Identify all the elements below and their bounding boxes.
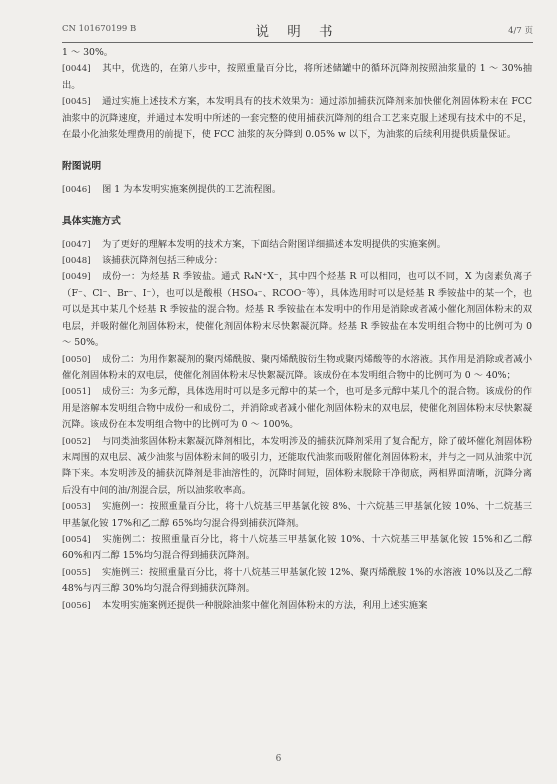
paragraph-number: [0052] — [62, 436, 91, 447]
paragraph-text: 图 1 为本发明实施案例提供的工艺流程图。 — [102, 183, 282, 195]
paragraph-0049 — [62, 269, 532, 351]
paragraph-0050 — [62, 352, 532, 385]
paragraph-number: [0049] — [62, 272, 91, 283]
paragraph-number: [0050] — [62, 354, 91, 365]
paragraph-number: [0044] — [62, 64, 91, 75]
paragraph-text: 通过实施上述技术方案，本发明具有的技术效果为：通过添加捕获沉降剂来加快催化剂固体粉末在 FCC 油浆中的沉降速度，并通过本发明中所述的一套完整的使用捕获沉降剂的组合工艺来克服上述现有技术中的不足，在最小化油浆处理费用的前提下，使 FCC 油浆的灰分降到 0.05% w 以下，为油浆的后续利用提供质量保证。 — [62, 96, 532, 141]
paragraph-text: 成份二：为用作絮凝剂的聚丙烯酰胺、聚丙烯酰胺衍生物或聚丙烯酸等的水溶液。其作用是消除或者减小催化剂固体粉末的双电层，使催化剂固体粉末尽快絮凝沉降。该成份在本发明组合物中的比例可为 0 ～ 40%； — [62, 353, 532, 381]
page-header — [62, 22, 533, 43]
paragraph-text: 实施例三：按照重量百分比，将十八烷基三甲基氯化铵 12%、聚丙烯酰胺 1%的水溶液 10%以及乙二醇 48%与丙三醇 30%均匀混合得到捕获沉降剂。 — [62, 566, 532, 595]
paragraph-number: [0047] — [62, 239, 91, 250]
paragraph-text: 实施例一：按照重量百分比，将十八烷基三甲基氯化铵 8%、十六烷基三甲基氯化铵 10%、十二烷基三甲基氯化铵 17%和乙二醇 65%均匀混合得到捕获沉降剂。 — [62, 501, 532, 529]
paragraph-text: 本发明实施案例还提供一种脱除油浆中催化剂固体粉末的方法，利用上述实施案 — [102, 599, 428, 611]
paragraph-text: 该捕获沉降剂包括三种成分： — [102, 255, 223, 267]
paragraph-number: [0048] — [62, 256, 91, 267]
paragraph-number: [0045] — [62, 97, 91, 108]
paragraph-number: [0051] — [62, 387, 91, 398]
paragraph-text: 其中，优选的，在第八步中，按照重量百分比，将所述储罐中的循环沉降剂按照油浆量的 1 ～ 30%抽出。 — [62, 63, 532, 91]
paragraph-0045 — [62, 94, 532, 143]
paragraph-0053 — [62, 499, 532, 532]
heading-figures: 附图说明 — [62, 161, 102, 173]
paragraph-number: [0053] — [62, 502, 91, 513]
paragraph-text: 实施例二：按照重量百分比，将十八烷基三甲基氯化铵 10%、十六烷基三甲基氯化铵 15%和乙二醇 60%和丙二醇 15%均匀混合得到捕获沉降剂。 — [62, 533, 532, 562]
paragraph-0044 — [62, 61, 532, 94]
paragraph-0056 — [62, 598, 532, 614]
heading-embodiments: 具体实施方式 — [62, 216, 121, 228]
paragraph-text: 为了更好的理解本发明的技术方案，下面结合附图详细描述本发明提供的实施案例。 — [102, 238, 446, 250]
paragraph-0054 — [62, 532, 532, 565]
paragraph-lead: 1 ～ 30%。 — [62, 47, 114, 58]
page-of: 4/7 页 — [508, 26, 533, 36]
paragraph-0046 — [62, 182, 532, 198]
paragraph-0048 — [62, 253, 532, 269]
page-number: 6 — [275, 754, 282, 764]
paragraph-text: 与同类油浆固体粉末絮凝沉降剂相比，本发明涉及的捕获沉降剂采用了复合配方，除了破坏催化剂固体粉末周围的双电层、减少油浆与固体粉末间的吸引力，还能取代油浆而吸附催化剂固体粉末，并与之一同从油浆中沉降下来。本发明涉及的捕获沉降剂是非油溶性的，沉降时间短，固体粉末脱除干净彻底，两相界面清晰，沉降分离后没有中间的油/剂混合层，所以油浆收率高。 — [62, 435, 532, 496]
paragraph-0055 — [62, 565, 532, 598]
paragraph-number: [0054] — [62, 534, 91, 545]
doc-number: CN 101670199 B — [62, 24, 137, 34]
paragraph-number: [0046] — [62, 184, 91, 195]
doc-title: 说 明 书 — [255, 24, 340, 40]
paragraph-text: 成份一：为烃基 R 季铵盐。通式 R₄N⁺X⁻，其中四个烃基 R 可以相同，也可以不同，X 为卤素负离子（F⁻、Cl⁻、Br⁻、I⁻），也可以是酸根（HSO₄⁻、RCOO⁻等），具体选用时可以是烃基 R 季铵盐中的某一个，也可以是其中某几个烃基 R 季铵盐的混合物。烃基 R 季铵盐在本发明中的作用是消除或者减小催化剂固体粉末的双电层，并吸附催化剂固体粉末，使催化剂固体粉末尽快絮凝沉降。烃基 R 季铵盐在本发明组合物中的比例可为 0 ～ 50%。 — [62, 271, 532, 349]
paragraph-0051 — [62, 384, 532, 433]
paragraph-number: [0055] — [62, 567, 91, 578]
paragraph-0047 — [62, 237, 532, 253]
paragraph-number: [0056] — [62, 600, 91, 611]
paragraph-0052 — [62, 434, 532, 500]
paragraph-text: 成份三：为多元醇，具体选用时可以是多元醇中的某一个，也可是多元醇中某几个的混合物。该成份的作用是溶解本发明组合物中成份一和成份二，并消除或者减小催化剂固体粉末的双电层，使催化剂固体粉末尽快絮凝沉降。该成份在本发明组合物中的比例可为 0 ～ 100%。 — [62, 386, 532, 431]
body-text — [62, 45, 532, 614]
